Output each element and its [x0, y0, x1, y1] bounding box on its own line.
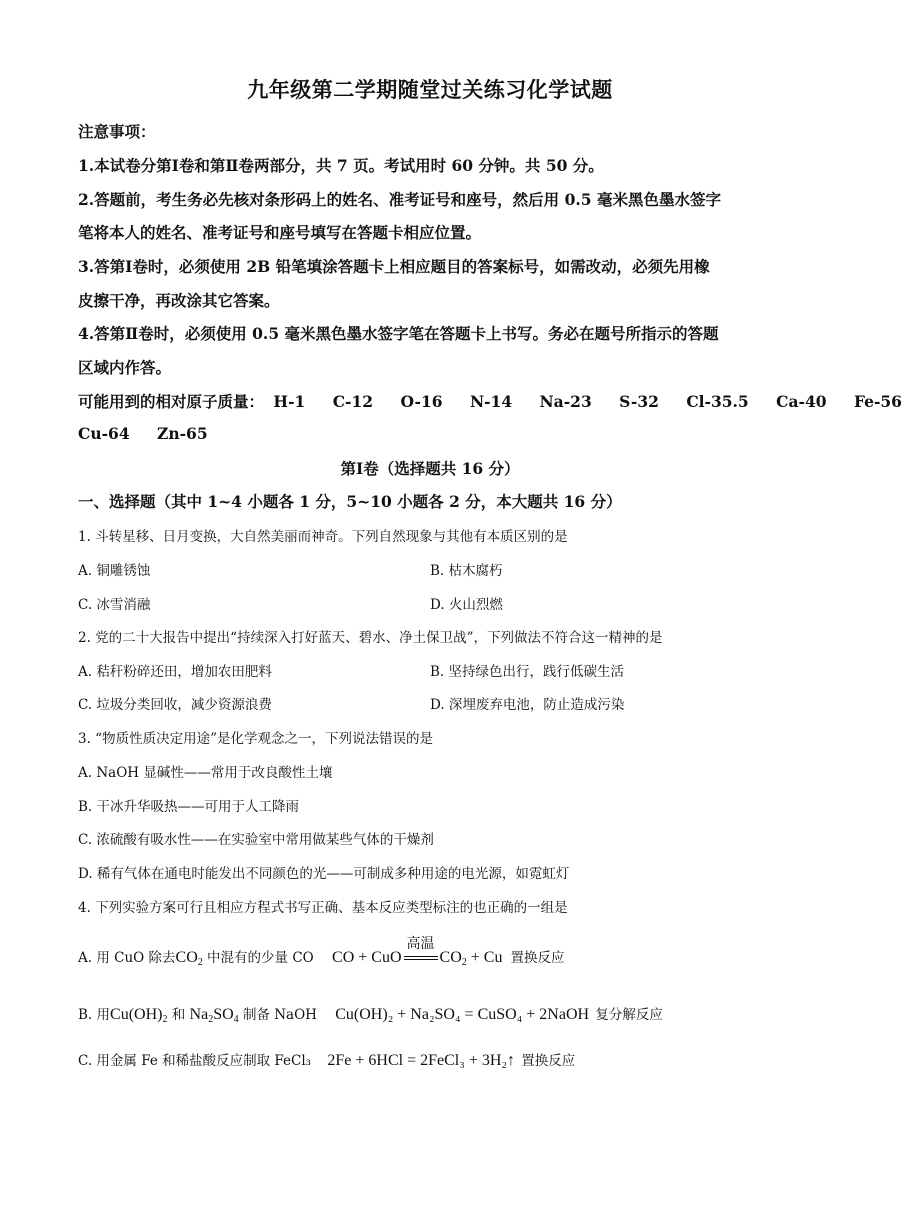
- q4-a-rhs: $CO_2 + Cu$: [439, 949, 503, 968]
- q4-a-lhs: CO + CuO: [332, 949, 402, 966]
- q4-a-condition: [402, 937, 440, 967]
- q2-option-a: A. 秸秆粉碎还田，增加农田肥料: [78, 664, 272, 680]
- q4-a-middle: 中混有的少量 CO: [202, 950, 314, 966]
- q2-stem: 2. 党的二十大报告中提出“持续深入打好蓝天、碧水、净土保卫战”，下列做法不符合这一精神的是: [78, 630, 663, 646]
- q4-a-co2: $CO_2$: [175, 949, 203, 968]
- section1-title: 一、选择题（其中 1~4 小题各 1 分，5~10 小题各 2 分，本大题共 16 分）: [78, 492, 622, 511]
- q4-b-type: 复分解反应: [595, 1007, 663, 1023]
- mass-na: Na-23: [539, 392, 592, 411]
- q3-option-b: B. 干冰升华吸热——可用于人工降雨: [78, 799, 300, 815]
- q4-b-middle: 制备 NaOH: [238, 1007, 317, 1023]
- q2-option-c: C. 垃圾分类回收，减少资源浪费: [78, 697, 272, 713]
- mass-fe: Fe-56: [853, 392, 902, 411]
- q3-stem: 3. “物质性质决定用途”是化学观念之一，下列说法错误的是: [78, 731, 433, 747]
- notice-item-4-cont: 区域内作答。: [78, 358, 172, 377]
- mass-o: O-16: [400, 392, 443, 411]
- atomic-masses-label: 可能用到的相对原子质量：: [78, 392, 265, 411]
- q1-options-row-2: [78, 593, 788, 613]
- q3-option-a: A. NaOH 显碱性——常用于改良酸性土壤: [78, 765, 333, 781]
- mass-ca: Ca-40: [776, 392, 827, 411]
- atomic-masses-line-1: [78, 390, 902, 412]
- q1-option-c: C. 冰雪消融: [78, 597, 151, 613]
- q4-c-equation: 2Fe + 6HCl = 2FeCl₃ + 3H₂↑: [327, 1052, 515, 1069]
- notice-item-2-cont: 笔将本人的姓名、准考证号和座号填写在答题卡相应位置。: [78, 223, 482, 242]
- atomic-masses-line-2: [78, 424, 788, 443]
- q4-b-reagent1: $Cu(OH)_2$: [110, 1006, 168, 1025]
- q4-b-and: 和: [167, 1007, 190, 1023]
- part1-title: 第Ⅰ卷（选择题共 16 分）: [340, 459, 520, 478]
- q4-stem: 4. 下列实验方案可行且相应方程式书写正确、基本反应类型标注的也正确的一组是: [78, 900, 568, 916]
- q4-b-reagent2: $Na_2SO_4$: [189, 1006, 239, 1025]
- q4-b-prefix: B. 用: [78, 1007, 111, 1023]
- q1-option-a: A. 铜雕锈蚀: [78, 563, 151, 579]
- q2-option-b: B. 坚持绿色出行，践行低碳生活: [430, 664, 625, 680]
- notice-item-4: 4.答第Ⅱ卷时，必须使用 0.5 毫米黑色墨水签字笔在答题卡上书写。务必在题号所指示的答题: [78, 324, 719, 343]
- q1-option-d: D. 火山烈燃: [430, 597, 503, 613]
- q4-option-b: [78, 1003, 788, 1025]
- q4-option-a: [78, 937, 788, 968]
- q2-options-row-2: [78, 693, 788, 713]
- q4-b-equation: Cu(OH)₂ + Na₂SO₄ = CuSO₄ + 2NaOH: [335, 1006, 590, 1023]
- notice-heading: 注意事项：: [78, 122, 156, 141]
- q1-stem: 1. 斗转星移、日月变换，大自然美丽而神奇。下列自然现象与其他有本质区别的是: [78, 529, 568, 545]
- q4-a-type: 置换反应: [510, 950, 565, 966]
- notice-item-3: 3.答第Ⅰ卷时，必须使用 2B 铅笔填涂答题卡上相应题目的答案标号，如需改动，必须先用橡: [78, 257, 710, 276]
- page-title: 九年级第二学期随堂过关练习化学试题: [247, 77, 613, 102]
- q2-option-d: D. 深埋废弃电池，防止造成污染: [430, 697, 625, 713]
- mass-cu: Cu-64: [78, 424, 130, 443]
- q4-a-equation: [332, 937, 506, 968]
- mass-cl: Cl-35.5: [686, 392, 749, 411]
- q1-options-row-1: [78, 559, 788, 579]
- notice-item-1: 1.本试卷分第Ⅰ卷和第Ⅱ卷两部分，共 7 页。考试用时 60 分钟。共 50 分。: [78, 156, 604, 175]
- q1-option-b: B. 枯木腐朽: [430, 563, 503, 579]
- q4-a-condition-label: 高温: [406, 937, 435, 952]
- q3-option-c: C. 浓硫酸有吸水性——在实验室中常用做某些气体的干燥剂: [78, 832, 434, 848]
- notice-item-3-cont: 皮擦干净，再改涂其它答案。: [78, 291, 280, 310]
- mass-n: N-14: [469, 392, 513, 411]
- mass-h: H-1: [273, 392, 306, 411]
- q4-a-prefix: A. 用 CuO 除去: [78, 950, 176, 966]
- notice-item-2: 2.答题前，考生务必先核对条形码上的姓名、准考证号和座号，然后用 0.5 毫米黑色墨水签字: [78, 190, 721, 209]
- q2-options-row-1: [78, 660, 788, 680]
- mass-s: S-32: [619, 392, 659, 411]
- q4-c-prefix: C. 用金属 Fe 和稀盐酸反应制取 FeCl₃: [78, 1053, 312, 1069]
- mass-zn: Zn-65: [157, 424, 208, 443]
- q4-option-c: [78, 1049, 788, 1070]
- q4-c-type: 置换反应: [521, 1053, 576, 1069]
- q3-option-d: D. 稀有气体在通电时能发出不同颜色的光——可制成多种用途的电光源，如霓虹灯: [78, 866, 570, 882]
- mass-c: C-12: [332, 392, 374, 411]
